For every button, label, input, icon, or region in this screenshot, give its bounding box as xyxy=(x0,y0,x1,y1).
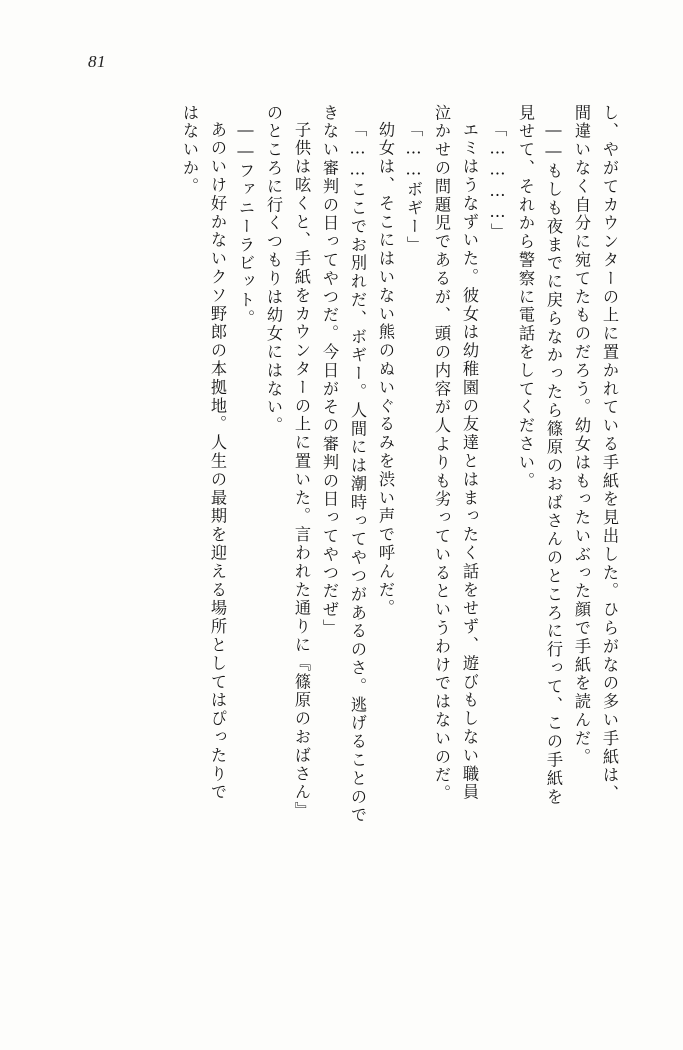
text-column: 泣かせの問題児であるが、頭の内容が人よりも劣っているというわけではないのだ。 xyxy=(432,104,451,804)
text-column: のところに行くつもりは幼女にはない。 xyxy=(264,104,283,436)
text-column: 見せて、それから警察に電話をしてください。 xyxy=(516,104,535,491)
text-column: 「…………」 xyxy=(488,120,507,242)
text-column: あのいけ好かないクソ野郎の本拠地。人生の最期を迎える場所としてはぴったりで xyxy=(208,121,227,802)
text-column: 幼女は、そこにはいない熊のぬいぐるみを渋い声で呼んだ。 xyxy=(376,121,395,618)
text-column: 間違いなく自分に宛てたものだろう。幼女はもったいぶった顔で手紙を読んだ。 xyxy=(572,104,591,767)
text-column: ――ファニーラビット。 xyxy=(236,120,255,328)
vertical-text-block xyxy=(64,104,617,964)
text-column: きない審判の日ってやつだ。今日がその審判の日ってやつだぜ」 xyxy=(320,104,339,638)
page-number: 81 xyxy=(88,52,106,71)
text-column: ――もしも夜までに戻らなかったら篠原のおばさんのところに行って、この手紙を xyxy=(544,120,563,807)
text-column: し、やがてカウンターの上に置かれている手紙を見出した。ひらがなの多い手紙は、 xyxy=(600,104,619,804)
text-column: 子供は呟くと、手紙をカウンターの上に置いた。言われた通りに『篠原のおばさん』 xyxy=(292,121,311,821)
text-column: 「……ここでお別れだ、ボギー。人間には潮時ってやつがあるのさ。逃げることので xyxy=(348,120,367,825)
text-column: はないか。 xyxy=(180,104,199,196)
text-column: エミはうなずいた。彼女は幼稚園の友達とはまったく話をせず、遊びもしない職員 xyxy=(460,121,479,802)
text-column: 「……ボギー」 xyxy=(404,120,423,255)
